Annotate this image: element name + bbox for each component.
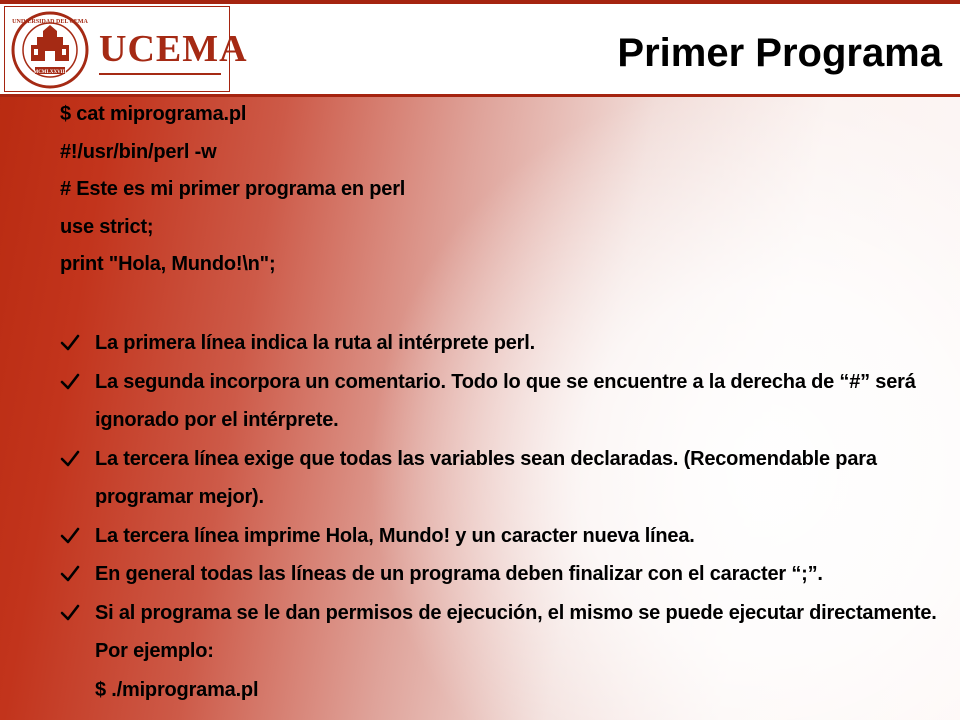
list-item (60, 363, 950, 440)
wordmark-underline (99, 73, 221, 75)
list-item-text: En general todas las líneas de un programa deben finalizar con el caracter “;”. (95, 563, 823, 585)
list-item-text: La segunda incorpora un comentario. Todo lo que se encuentre a la derecha de “#” será ignorado por el intérprete. (95, 370, 916, 431)
list-item (60, 594, 950, 710)
example-command: $ ./miprograma.pl (95, 678, 259, 701)
university-seal-icon (9, 11, 91, 89)
checkmark-icon (60, 526, 80, 546)
code-listing (60, 96, 405, 284)
checkmark-icon (60, 449, 80, 469)
explanation-list (60, 324, 950, 709)
slide-title: Primer Programa (617, 31, 942, 75)
checkmark-icon (60, 333, 80, 353)
code-line: use strict; (60, 215, 154, 238)
list-item (60, 555, 950, 594)
list-item-text: La primera línea indica la ruta al intérprete perl. (95, 332, 535, 354)
code-line: #!/usr/bin/perl -w (60, 140, 217, 163)
list-item-text: La tercera línea imprime Hola, Mundo! y un caracter nueva línea. (95, 524, 695, 547)
svg-text:MCMLXXVIII: MCMLXXVIII (33, 70, 67, 75)
list-item (60, 517, 950, 556)
list-item-text: La tercera línea exige que todas las variables sean declaradas. (Recomendable para programar mejor). (95, 447, 877, 508)
list-item (60, 324, 950, 363)
code-line: $ cat miprograma.pl (60, 103, 247, 125)
checkmark-icon (60, 564, 80, 584)
ucema-logo (4, 6, 248, 92)
code-line: # Este es mi primer programa en perl (60, 178, 406, 200)
ucema-wordmark: UCEMA (99, 28, 248, 70)
list-item-text: Si al programa se le dan permisos de ejecución, el mismo se puede ejecutar directamente. Por ejemplo: (95, 601, 937, 662)
checkmark-icon (60, 603, 80, 623)
checkmark-icon (60, 372, 80, 392)
list-item (60, 440, 950, 517)
svg-text:UNIVERSIDAD DEL CEMA: UNIVERSIDAD DEL CEMA (12, 19, 88, 25)
slide-header (0, 0, 960, 97)
code-line: print "Hola, Mundo!\n"; (60, 253, 276, 275)
